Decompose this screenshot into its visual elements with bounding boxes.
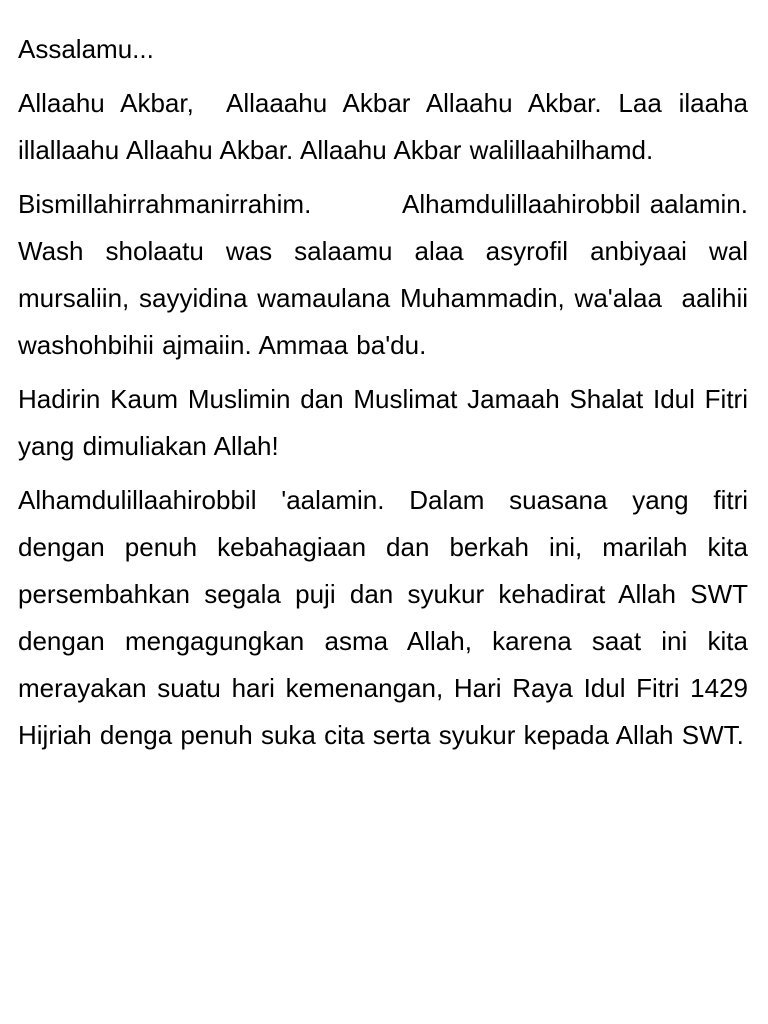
- audience-address-paragraph: Hadirin Kaum Muslimin dan Muslimat Jamaah Shalat Idul Fitri yang dimuliakan Allah!: [18, 384, 757, 461]
- greeting-paragraph: Assalamu...: [18, 34, 154, 64]
- takbir-paragraph: Allaahu Akbar, Allaaahu Akbar Allaahu Akbar. Laa ilaaha illallaahu Allaahu Akbar. Allaahu Akbar walillaahilhamd.: [18, 88, 757, 165]
- opening-prayer-paragraph: Bismillahirrahmanirrahim. Alhamdulillaahirobbil aalamin. Wash sholaatu was salaamu alaa asyrofil anbiyaai wal mursaliin, sayyidina wamaulana Muhammadin, wa'alaa aalihii washohbihii ajmaiin. Ammaa ba'du.: [18, 189, 757, 360]
- sermon-body-paragraph: Alhamdulillaahirobbil 'aalamin. Dalam suasana yang fitri dengan penuh kebahagiaan dan berkah ini, marilah kita persembahkan segala puji dan syukur kehadirat Allah SWT dengan mengagungkan asma Allah, karena saat ini kita merayakan suatu hari kemenangan, Hari Raya Idul Fitri 1429 Hijriah denga penuh suka cita serta syukur kepada Allah SWT.: [18, 485, 757, 750]
